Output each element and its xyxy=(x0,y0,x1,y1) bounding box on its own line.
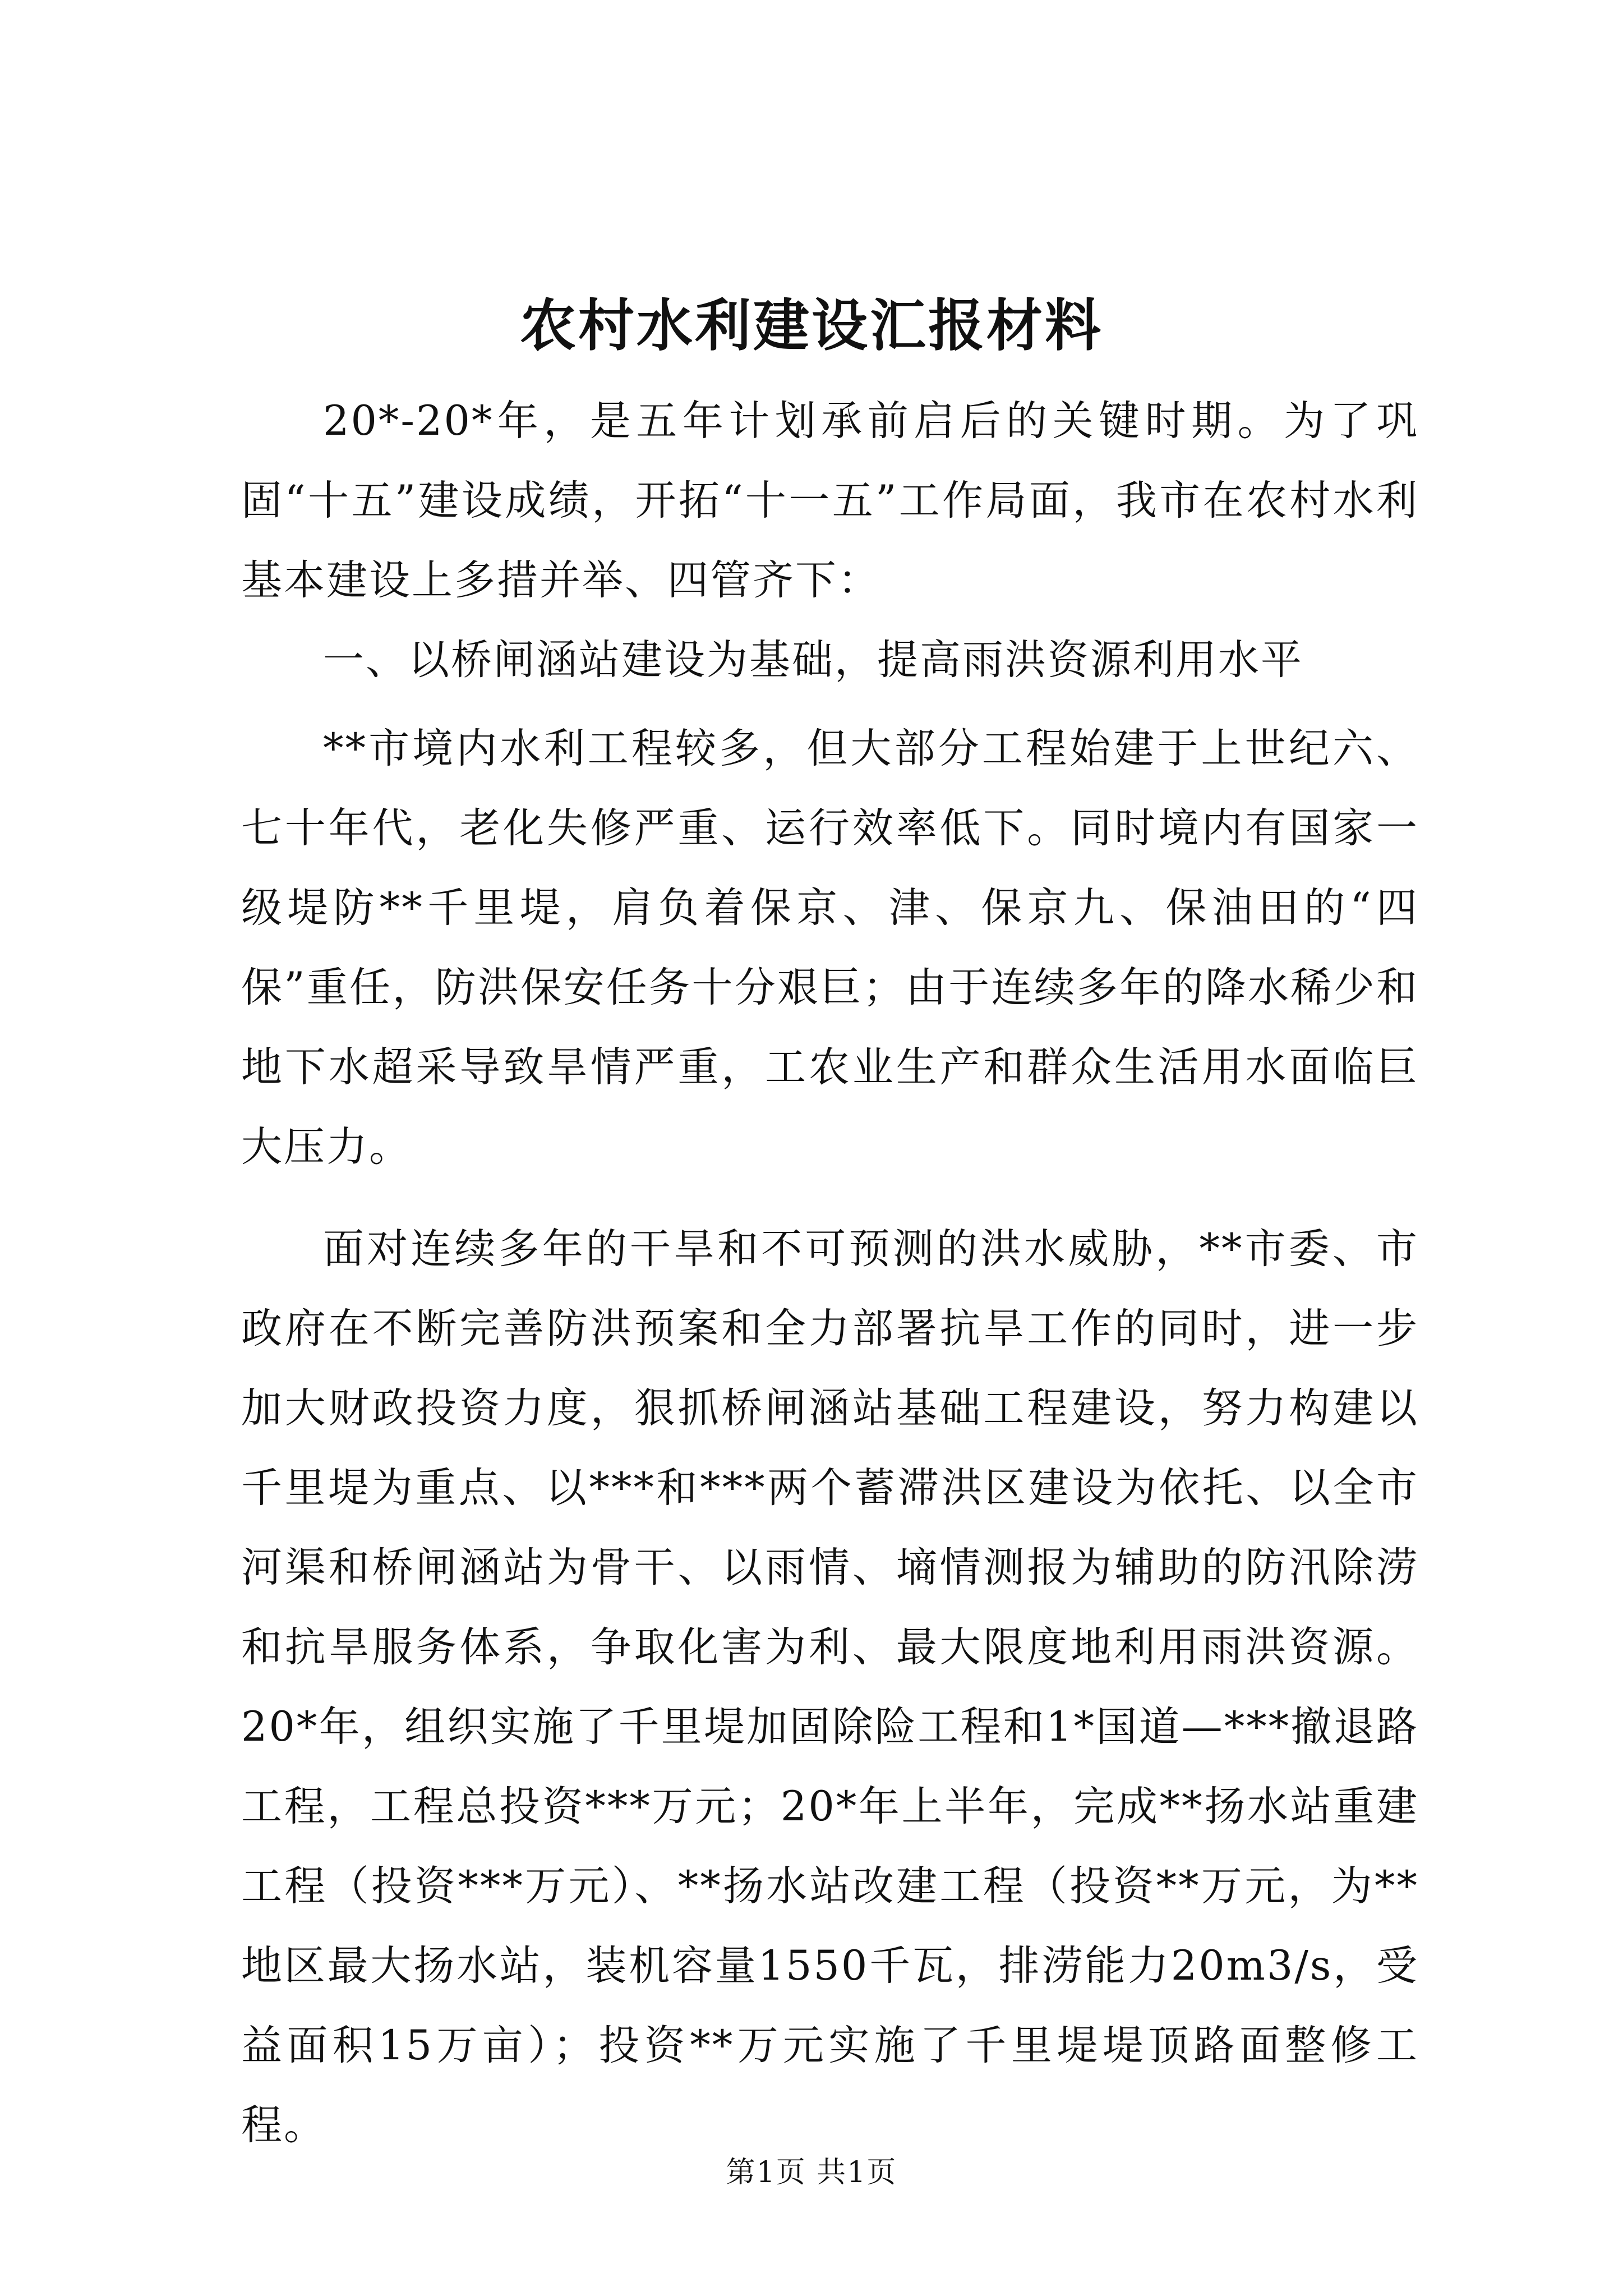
paragraph-intro: 20*-20*年，是五年计划承前启后的关键时期。为了巩固“十五”建设成绩，开拓“十一五”工作局面，我市在农村水利基本建设上多措并举、四管齐下： xyxy=(241,397,1419,604)
page-footer: 第1页 共1页 xyxy=(726,2156,897,2189)
document-body xyxy=(241,381,1419,2165)
paragraph-section-heading: 一、以桥闸涵站建设为基础，提高雨洪资源利用水平 xyxy=(323,636,1303,684)
document-title: 农村水利建设汇报材料 xyxy=(520,292,1103,358)
paragraph-background: **市境内水利工程较多，但大部分工程始建于上世纪六、七十年代，老化失修严重、运行效率低下。同时境内有国家一级堤防**千里堤，肩负着保京、津、保京九、保油田的“四保”重任，防洪保安任务十分艰巨；由于连续多年的降水稀少和地下水超采导致旱情严重，工农业生产和群众生活用水面临巨大压力。 xyxy=(241,725,1419,1171)
paragraph-measures: 面对连续多年的干旱和不可预测的洪水威胁，**市委、市政府在不断完善防洪预案和全力部署抗旱工作的同时，进一步加大财政投资力度，狠抓桥闸涵站基础工程建设，努力构建以千里堤为重点、以***和***两个蓄滞洪区建设为依托、以全市河渠和桥闸涵站为骨干、以雨情、墒情测报为辅助的防汛除涝和抗旱服务体系，争取化害为利、最大限度地利用雨洪资源。20*年，组织实施了千里堤加固除险工程和1*国道—***撤退路工程，工程总投资***万元；20*年上半年，完成**扬水站重建工程（投资***万元）、**扬水站改建工程（投资**万元，为**地区最大扬水站，装机容量1550千瓦，排涝能力20m3/s，受益面积15万亩）；投资**万元实施了千里堤堤顶路面整修工程。 xyxy=(241,1225,1419,2149)
